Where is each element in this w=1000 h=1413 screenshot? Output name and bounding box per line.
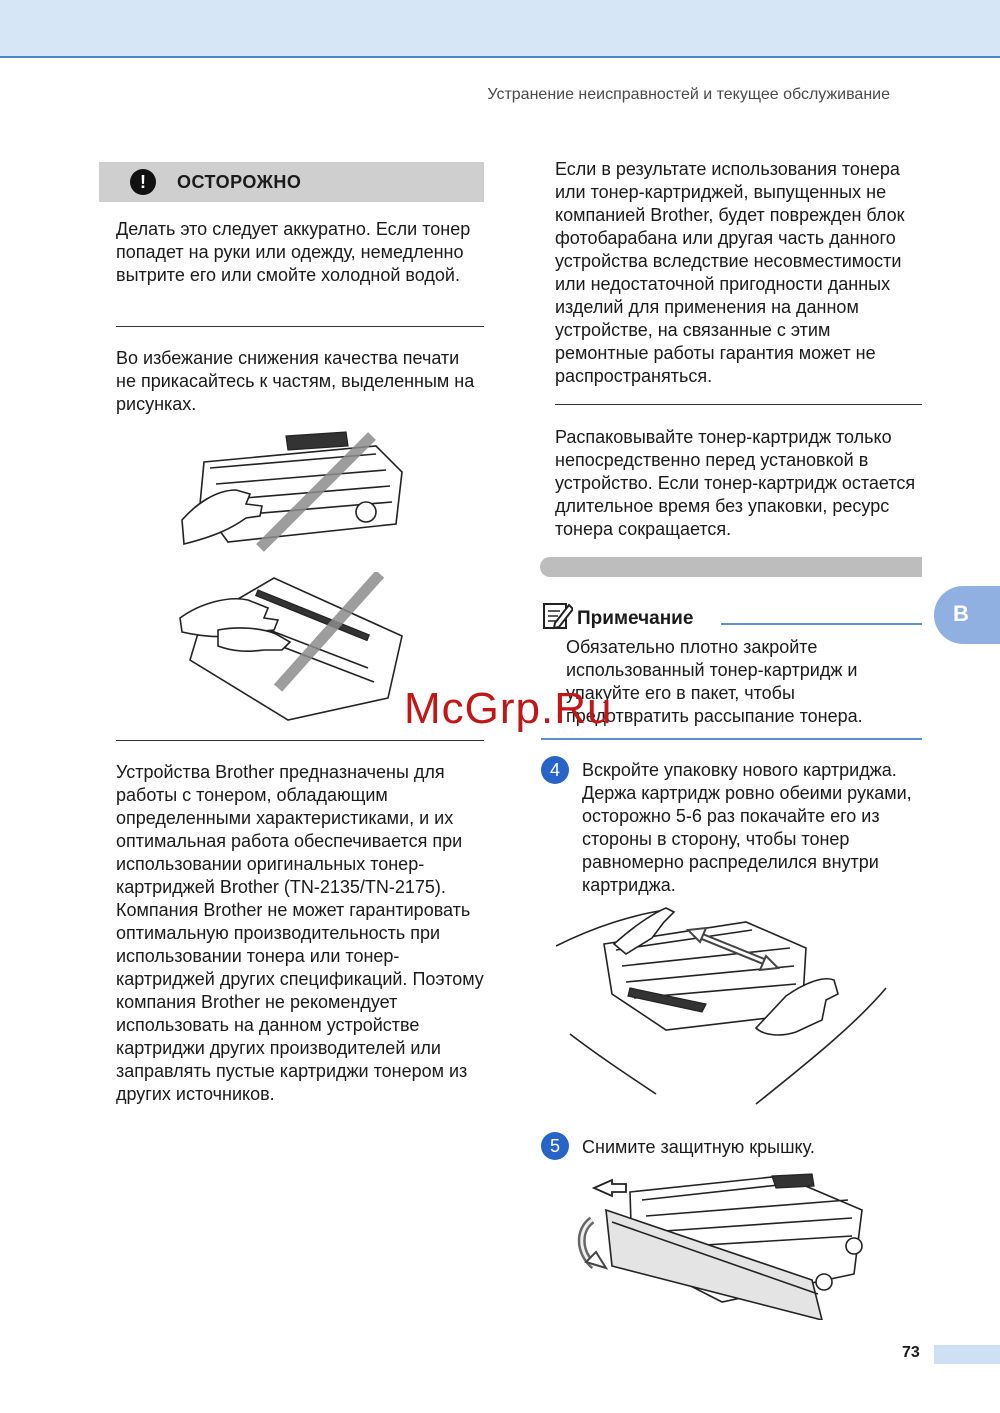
running-header: Устранение неисправностей и текущее обслуживание — [487, 86, 890, 103]
caution-label: ОСТОРОЖНО — [177, 172, 302, 192]
note-bottom-line — [541, 738, 922, 740]
note-text: Обязательно плотно закройте использованный тонер-картридж и упакуйте его в пакет, чтобы предотвратить рассыпание тонера. — [566, 637, 863, 726]
touch-warning-text: Во избежание снижения качества печати не прикасайтесь к частям, выделенным на рисунках. — [116, 348, 475, 414]
step-5-text: Снимите защитную крышку. — [582, 1137, 815, 1157]
shake-cartridge-illustration — [556, 904, 890, 1114]
warranty-text: Если в результате использования тонера или тонер-картриджей, выпущенных не компанией Brother, будет поврежден блок фотобарабана или другая часть данного устройства вследствие несовместимости или недостаточной пригодности данных изделий для применения на данном устройстве, на связанные с этим ремонтные работы гарантия может не распространяться. — [555, 159, 905, 386]
step-4-text: Вскройте упаковку нового картриджа. Держа картридж ровно обеими руками, осторожно 5-6 раз покачайте его из стороны в сторону, чтобы тонер равномерно распределился внутри картриджа. — [582, 760, 912, 895]
step-5-number: 5 — [541, 1132, 569, 1160]
unpack-text: Распаковывайте тонер-картридж только непосредственно перед установкой в устройство. Если тонер-картридж остается длительное время без упаковки, ресурс тонера сокращается. — [555, 427, 916, 539]
drum-unit-do-not-touch-illustration — [178, 572, 410, 724]
note-header-line — [721, 623, 922, 625]
brother-info-text: Устройства Brother предназначены для работы с тонером, обладающим определенными характеристиками, и их оптимальная работа обеспечивается при использовании оригинальных тонер-картриджей Brother (TN-2135/TN-2175). Компания Brother не может гарантировать оптимальную производительность при использовании тонера или тонер-картриджей других спецификаций. Поэтому компания Brother не рекомендует использовать на данном устройстве картриджи других производителей или заправлять пустые картриджи тонером из других источников. — [116, 762, 484, 1104]
step-4-number: 4 — [541, 756, 569, 784]
chapter-tab — [934, 586, 1000, 644]
toner-cartridge-do-not-touch-illustration — [176, 424, 412, 560]
page-number: 73 — [902, 1344, 920, 1361]
note-label: Примечание — [577, 608, 694, 629]
chapter-tab-label: B — [953, 601, 969, 626]
section-end-bar — [540, 557, 922, 577]
caution-text: Делать это следует аккуратно. Если тонер попадет на руки или одежду, немедленно вытрите его или смойте холодной водой. — [116, 219, 471, 285]
remove-cover-illustration — [572, 1170, 884, 1320]
page-number-bar — [934, 1345, 1000, 1364]
watermark: McGrp.Ru — [404, 684, 613, 733]
note-header — [541, 599, 922, 633]
divider — [116, 740, 484, 741]
exclamation-icon: ! — [130, 169, 156, 195]
caution-banner — [99, 162, 484, 202]
divider — [555, 404, 922, 405]
top-color-bar — [0, 0, 1000, 58]
note-pencil-icon — [541, 599, 573, 631]
divider — [116, 326, 484, 327]
